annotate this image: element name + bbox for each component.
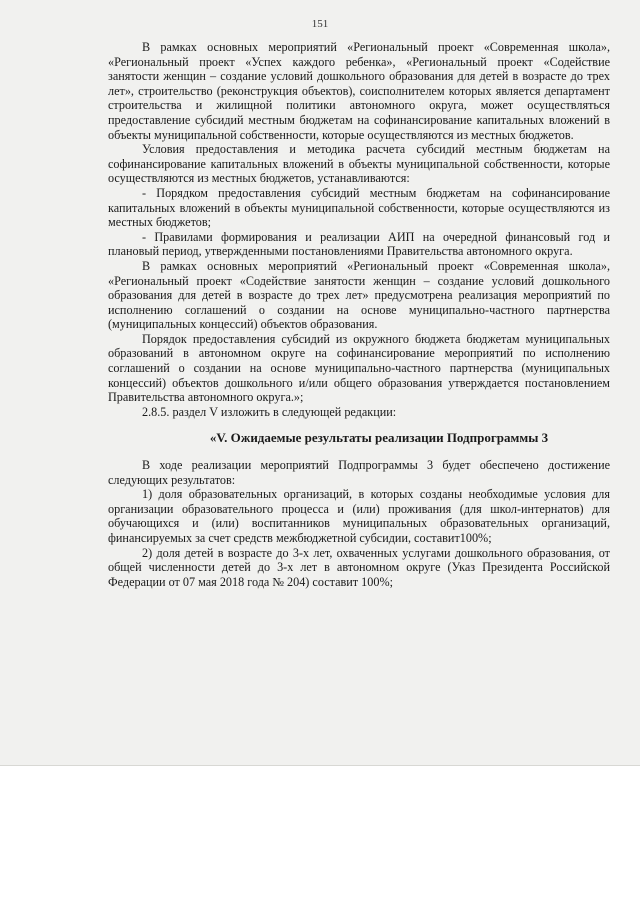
list-item-procedure: - Порядком предоставления субсидий местным бюджетам на софинансирование капитальных вложений в объекты муниципальной собственности, которые осуществляются из местных бюджетов; (108, 185, 610, 230)
document-body (108, 40, 610, 589)
section-heading: «V. Ожидаемые результаты реализации Подпрограммы 3 (209, 430, 549, 446)
paragraph-regional-projects: В рамках основных мероприятий «Региональный проект «Современная школа», «Региональный проект «Успех каждого ребенка», «Региональный проект «Содействие занятости женщин – создание условий дошкольного образования для детей в возрасте до трех лет», строительство (реконструкция объектов), соисполнителем которых является департамент строительства и жилищной политики автономного округа, может осуществляться предоставление субсидий местным бюджетам на софинансирование капитальных вложений в объекты муниципальной собственности, которые осуществляются из местных бюджетов. (108, 40, 610, 142)
paragraph-subsidy-procedure: Порядок предоставления субсидий из окружного бюджета бюджетам муниципальных образований в автономном округе на софинансирование мероприятий по исполнению соглашений о создании на основе муниципально-частного партнерства (муниципальных концессий) объектов дошкольного и/или общего образования утверждается постановлением Правительства автономного округа.»; (108, 331, 610, 405)
page-number: 151 (311, 18, 329, 30)
blank-area (0, 766, 640, 905)
paragraph-section-amendment: 2.8.5. раздел V изложить в следующей редакции: (142, 404, 397, 419)
paragraph-subsidy-conditions: Условия предоставления и методика расчета субсидий местным бюджетам на софинансирование капитальных вложений в объекты муниципальной собственности, которые осуществляются из местных бюджетов, устанавливаются: (108, 142, 610, 186)
paragraph-results-intro: В ходе реализации мероприятий Подпрограммы 3 будет обеспечено достижение следующих результатов: (108, 458, 610, 487)
paragraph-concessions: В рамках основных мероприятий «Региональный проект «Современная школа», «Региональный проект «Содействие занятости женщин – создание условий дошкольного образования для детей в возрасте до трех лет» предусмотрена реализация мероприятий по исполнению соглашений о создании на основе муниципально-частного партнерства (муниципальных концессий) объектов образования. (108, 258, 610, 332)
result-item-1: 1) доля образовательных организаций, в которых созданы необходимые условия для организации образовательного процесса и (или) проживания (для школ-интернатов) для обучающихся и (или) воспитанников муниципальных образовательных организаций, финансируемых за счет средств межбюджетной субсидии, составит100%; (108, 487, 610, 545)
list-item-rules: - Правилами формирования и реализации АИП на очередной финансовый год и плановый период, утвержденными постановлениями Правительства автономного округа. (108, 229, 610, 259)
result-item-2: 2) доля детей в возрасте до 3-х лет, охваченных услугами дошкольного образования, от общей численности детей до 3-х лет в автономном округе (Указ Президента Российской Федерации от 07 мая 2018 года № 204) составит 100%; (108, 545, 610, 589)
